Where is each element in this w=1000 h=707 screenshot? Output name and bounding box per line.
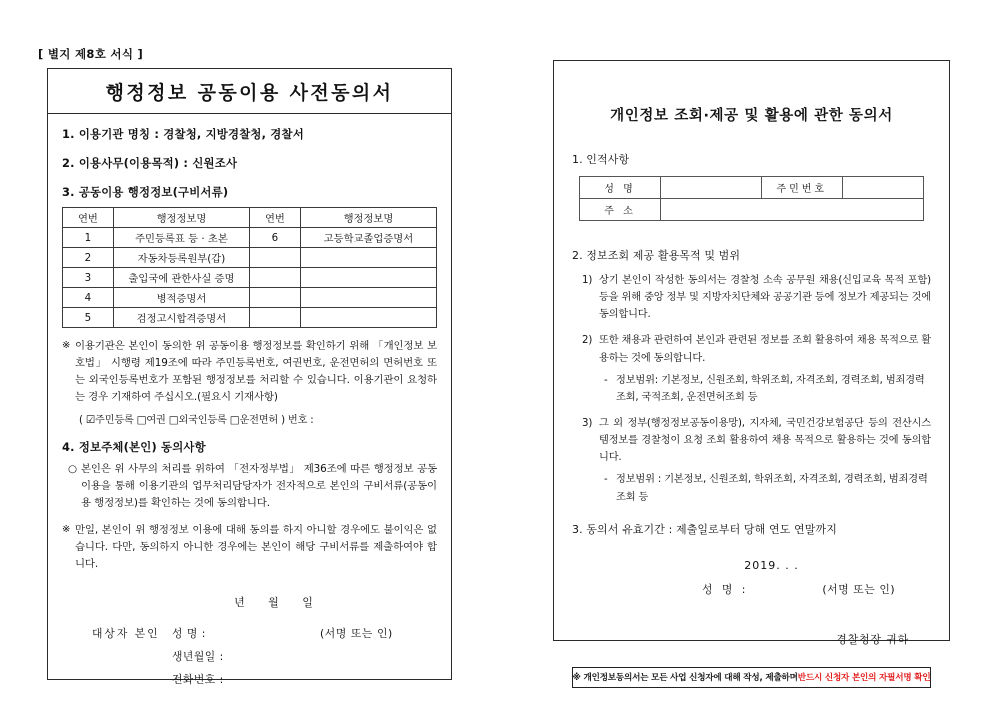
left-signature-rows <box>62 626 437 690</box>
reference-mark-icon: ※ <box>62 340 71 351</box>
checkbox-label-drivers-license: 운전면허 <box>239 415 279 427</box>
cell-no: 1 <box>63 228 114 248</box>
right-document-title: 개인정보 조회·제공 및 활용에 관한 동의서 <box>610 108 893 124</box>
red-notice-box <box>572 667 931 688</box>
right-name-suffix: (서명 또는 인) <box>822 582 896 596</box>
cell-name: 자동차등록원부(갑) <box>113 248 249 268</box>
checkbox-foreigner-registration[interactable]: □ <box>168 414 179 427</box>
cell-no-2: 6 <box>249 228 300 248</box>
cell-name: 출입국에 관한사실 증명 <box>113 268 249 288</box>
red-notice-prefix: ※ 개인정보동의서는 모든 사업 신청자에 대해 작성, 제출하며 <box>572 673 798 684</box>
cell-no-2 <box>249 288 300 308</box>
header-name-2: 행정정보명 <box>300 208 436 228</box>
left-section-2-purpose: 2. 이용사무(이용목적) : 신원조사 <box>62 156 238 170</box>
checkbox-label-foreigner-registration: 외국인등록 <box>178 415 227 427</box>
right-signature-row <box>572 582 931 597</box>
checkbox-label-passport: 여권 <box>146 415 166 427</box>
cell-no-2 <box>249 268 300 288</box>
cell-name-2 <box>300 308 436 328</box>
left-consent-bullet <box>68 461 437 512</box>
table-row-address <box>580 199 924 221</box>
left-document-title: 행정정보 공동이용 사전동의서 <box>105 81 394 104</box>
header-name-1: 행정정보명 <box>113 208 249 228</box>
id-number-field-label: ) 번호 : <box>281 415 314 427</box>
right-item-3 <box>572 415 931 466</box>
checkbox-label-resident-registration: 주민등록 <box>95 415 134 427</box>
signature-birth-label: 생년월일 : <box>172 650 224 664</box>
cell-name-2 <box>300 288 436 308</box>
dash-marker-2: - <box>604 374 608 386</box>
signature-row-name <box>62 626 437 641</box>
cell-no: 4 <box>63 288 114 308</box>
right-item-2 <box>572 332 931 366</box>
left-section-1-agency: 1. 이용기관 명칭 : 경찰청, 지방경찰청, 경찰서 <box>62 127 304 141</box>
cell-name-2 <box>300 248 436 268</box>
dash-marker-3: - <box>604 474 608 486</box>
label-address: 주 소 <box>580 199 661 221</box>
cell-name: 병적증명서 <box>113 288 249 308</box>
left-section-3-heading: 3. 공동이용 행정정보(구비서류) <box>62 185 229 199</box>
personal-information-table <box>579 176 924 221</box>
right-item-3-scope-text: 정보범위 : 기본정보, 신원조회, 학위조회, 자격조회, 경력조회, 범죄경력조회 등 <box>616 474 928 503</box>
field-rrn[interactable] <box>842 177 923 199</box>
field-name[interactable] <box>660 177 761 199</box>
left-section-4-heading: 4. 정보주체(본인) 동의사항 <box>62 440 206 455</box>
table-row <box>63 308 437 328</box>
signature-name-label: 성 명 : <box>172 627 206 641</box>
item-marker-3: 3) <box>582 417 593 429</box>
table-row-name-rrn <box>580 177 924 199</box>
header-no-2: 연번 <box>249 208 300 228</box>
checkbox-resident-registration[interactable]: ☑ <box>85 414 96 427</box>
circle-bullet-icon: ○ <box>68 463 77 476</box>
id-number-checkbox-group[interactable] <box>79 411 437 426</box>
left-note-1 <box>62 338 437 405</box>
cell-no-2 <box>249 248 300 268</box>
cell-name-2: 고등학교졸업증명서 <box>300 228 436 248</box>
header-no-1: 연번 <box>63 208 114 228</box>
cell-no: 2 <box>63 248 114 268</box>
table-row <box>63 288 437 308</box>
field-address[interactable] <box>660 199 923 221</box>
signature-row-birth <box>62 649 437 664</box>
right-consent-document <box>553 60 950 684</box>
cell-name-2 <box>300 268 436 288</box>
right-name-label: 성 명 : <box>702 582 749 596</box>
right-addressee: 경찰청장 귀하 <box>836 632 909 646</box>
left-document-body <box>48 114 451 690</box>
item-marker-2: 2) <box>582 335 593 347</box>
left-consent-document <box>47 68 452 687</box>
label-name: 성 명 <box>580 177 661 199</box>
right-section-1-heading: 1. 인적사항 <box>572 153 630 166</box>
table-row <box>63 268 437 288</box>
cell-name: 검정고시합격증명서 <box>113 308 249 328</box>
left-note-2 <box>62 522 437 573</box>
cell-no-2 <box>249 308 300 328</box>
right-item-2-text: 또한 채용과 관련하여 본인과 관련된 정보를 조회 활용하여 채용 목적으로 활용하는 것에 동의합니다. <box>599 335 931 364</box>
right-item-3-text: 그 외 정부(행정정보공동이용망), 지자체, 국민건강보험공단 등의 전산시스템정보를 경찰청이 요청 조회 활용하여 채용 목적으로 활용하는 것에 동의합니다. <box>599 417 931 464</box>
left-form-number-label: [ 별지 제8호 서식 ] <box>38 47 144 61</box>
right-section-3-heading: 3. 동의서 유효기간 : 제출일로부터 당해 연도 연말까지 <box>572 522 837 536</box>
table-header-row <box>63 208 437 228</box>
right-item-2-scope <box>572 372 931 406</box>
table-row <box>63 248 437 268</box>
signature-phone-label: 전화번호 : <box>172 673 224 687</box>
right-section-2-heading: 2. 정보조회 제공 활용목적 및 범위 <box>572 249 741 262</box>
paren-open: ( <box>79 415 83 427</box>
left-consent-bullet-text: 본인은 위 사무의 처리를 위하여 「전자정부법」 제36조에 따른 행정정보 공동이용을 통해 이용기관의 업무처리담당자가 전자적으로 본인의 구비서류(공동이용 행정정보)를 확인하는 것에 동의합니다. <box>81 463 437 510</box>
table-row <box>63 228 437 248</box>
left-document-title-band <box>48 69 451 114</box>
signature-name-suffix: (서명 또는 인) <box>320 627 393 641</box>
checkbox-passport[interactable]: □ <box>136 414 147 427</box>
right-item-3-scope <box>572 471 931 505</box>
right-item-1-text: 상기 본인이 작성한 동의서는 경찰청 소속 공무원 채용(신입교육 목적 포함) 등을 위해 중앙 정부 및 지방자치단체와 공공기관 등에 정보가 제공되는 것에 동의합니다. <box>599 275 931 321</box>
cell-no: 5 <box>63 308 114 328</box>
item-marker-1: 1) <box>582 275 593 286</box>
checkbox-drivers-license[interactable]: □ <box>229 414 240 427</box>
left-note-2-text: 만일, 본인이 위 행정정보 이용에 대해 동의를 하지 아니할 경우에도 불이익은 없습니다. 다만, 동의하지 아니한 경우에는 본인이 해당 구비서류를 제출하여야 합니다. <box>75 523 437 570</box>
left-date-line: 년 월 일 <box>234 596 323 610</box>
reference-mark-icon-2: ※ <box>62 523 71 535</box>
left-note-1-text: 이용기관은 본인이 동의한 위 공동이용 행정정보를 확인하기 위해 「개인정보 보호법」 시행령 제19조에 따라 주민등록번호, 여권번호, 운전면허의 면허번호 또는 외국인등록번호가 포함된 행정정보를 처리할 수 있습니다. 이용기관이 요청하는 경우 기재하여 주십시오.(필요시 기재사항) <box>75 340 437 403</box>
administrative-information-table <box>62 207 437 328</box>
right-item-2-scope-text: 정보범위: 기본정보, 신원조회, 학위조회, 자격조회, 경력조회, 범죄경력조회, 국적조회, 운전면허조회 등 <box>616 374 925 403</box>
cell-name: 주민등록표 등 · 초본 <box>113 228 249 248</box>
red-notice-highlight: 반드시 신청자 본인의 자필서명 확인 <box>797 673 931 684</box>
label-rrn: 주민번호 <box>761 177 842 199</box>
left-signature-area <box>62 594 437 690</box>
signature-row-phone <box>62 672 437 687</box>
signature-subject-label: 대상자 본인 <box>92 627 160 641</box>
right-date-line: 2019. . . <box>744 558 799 572</box>
cell-no: 3 <box>63 268 114 288</box>
right-item-1 <box>572 272 931 323</box>
